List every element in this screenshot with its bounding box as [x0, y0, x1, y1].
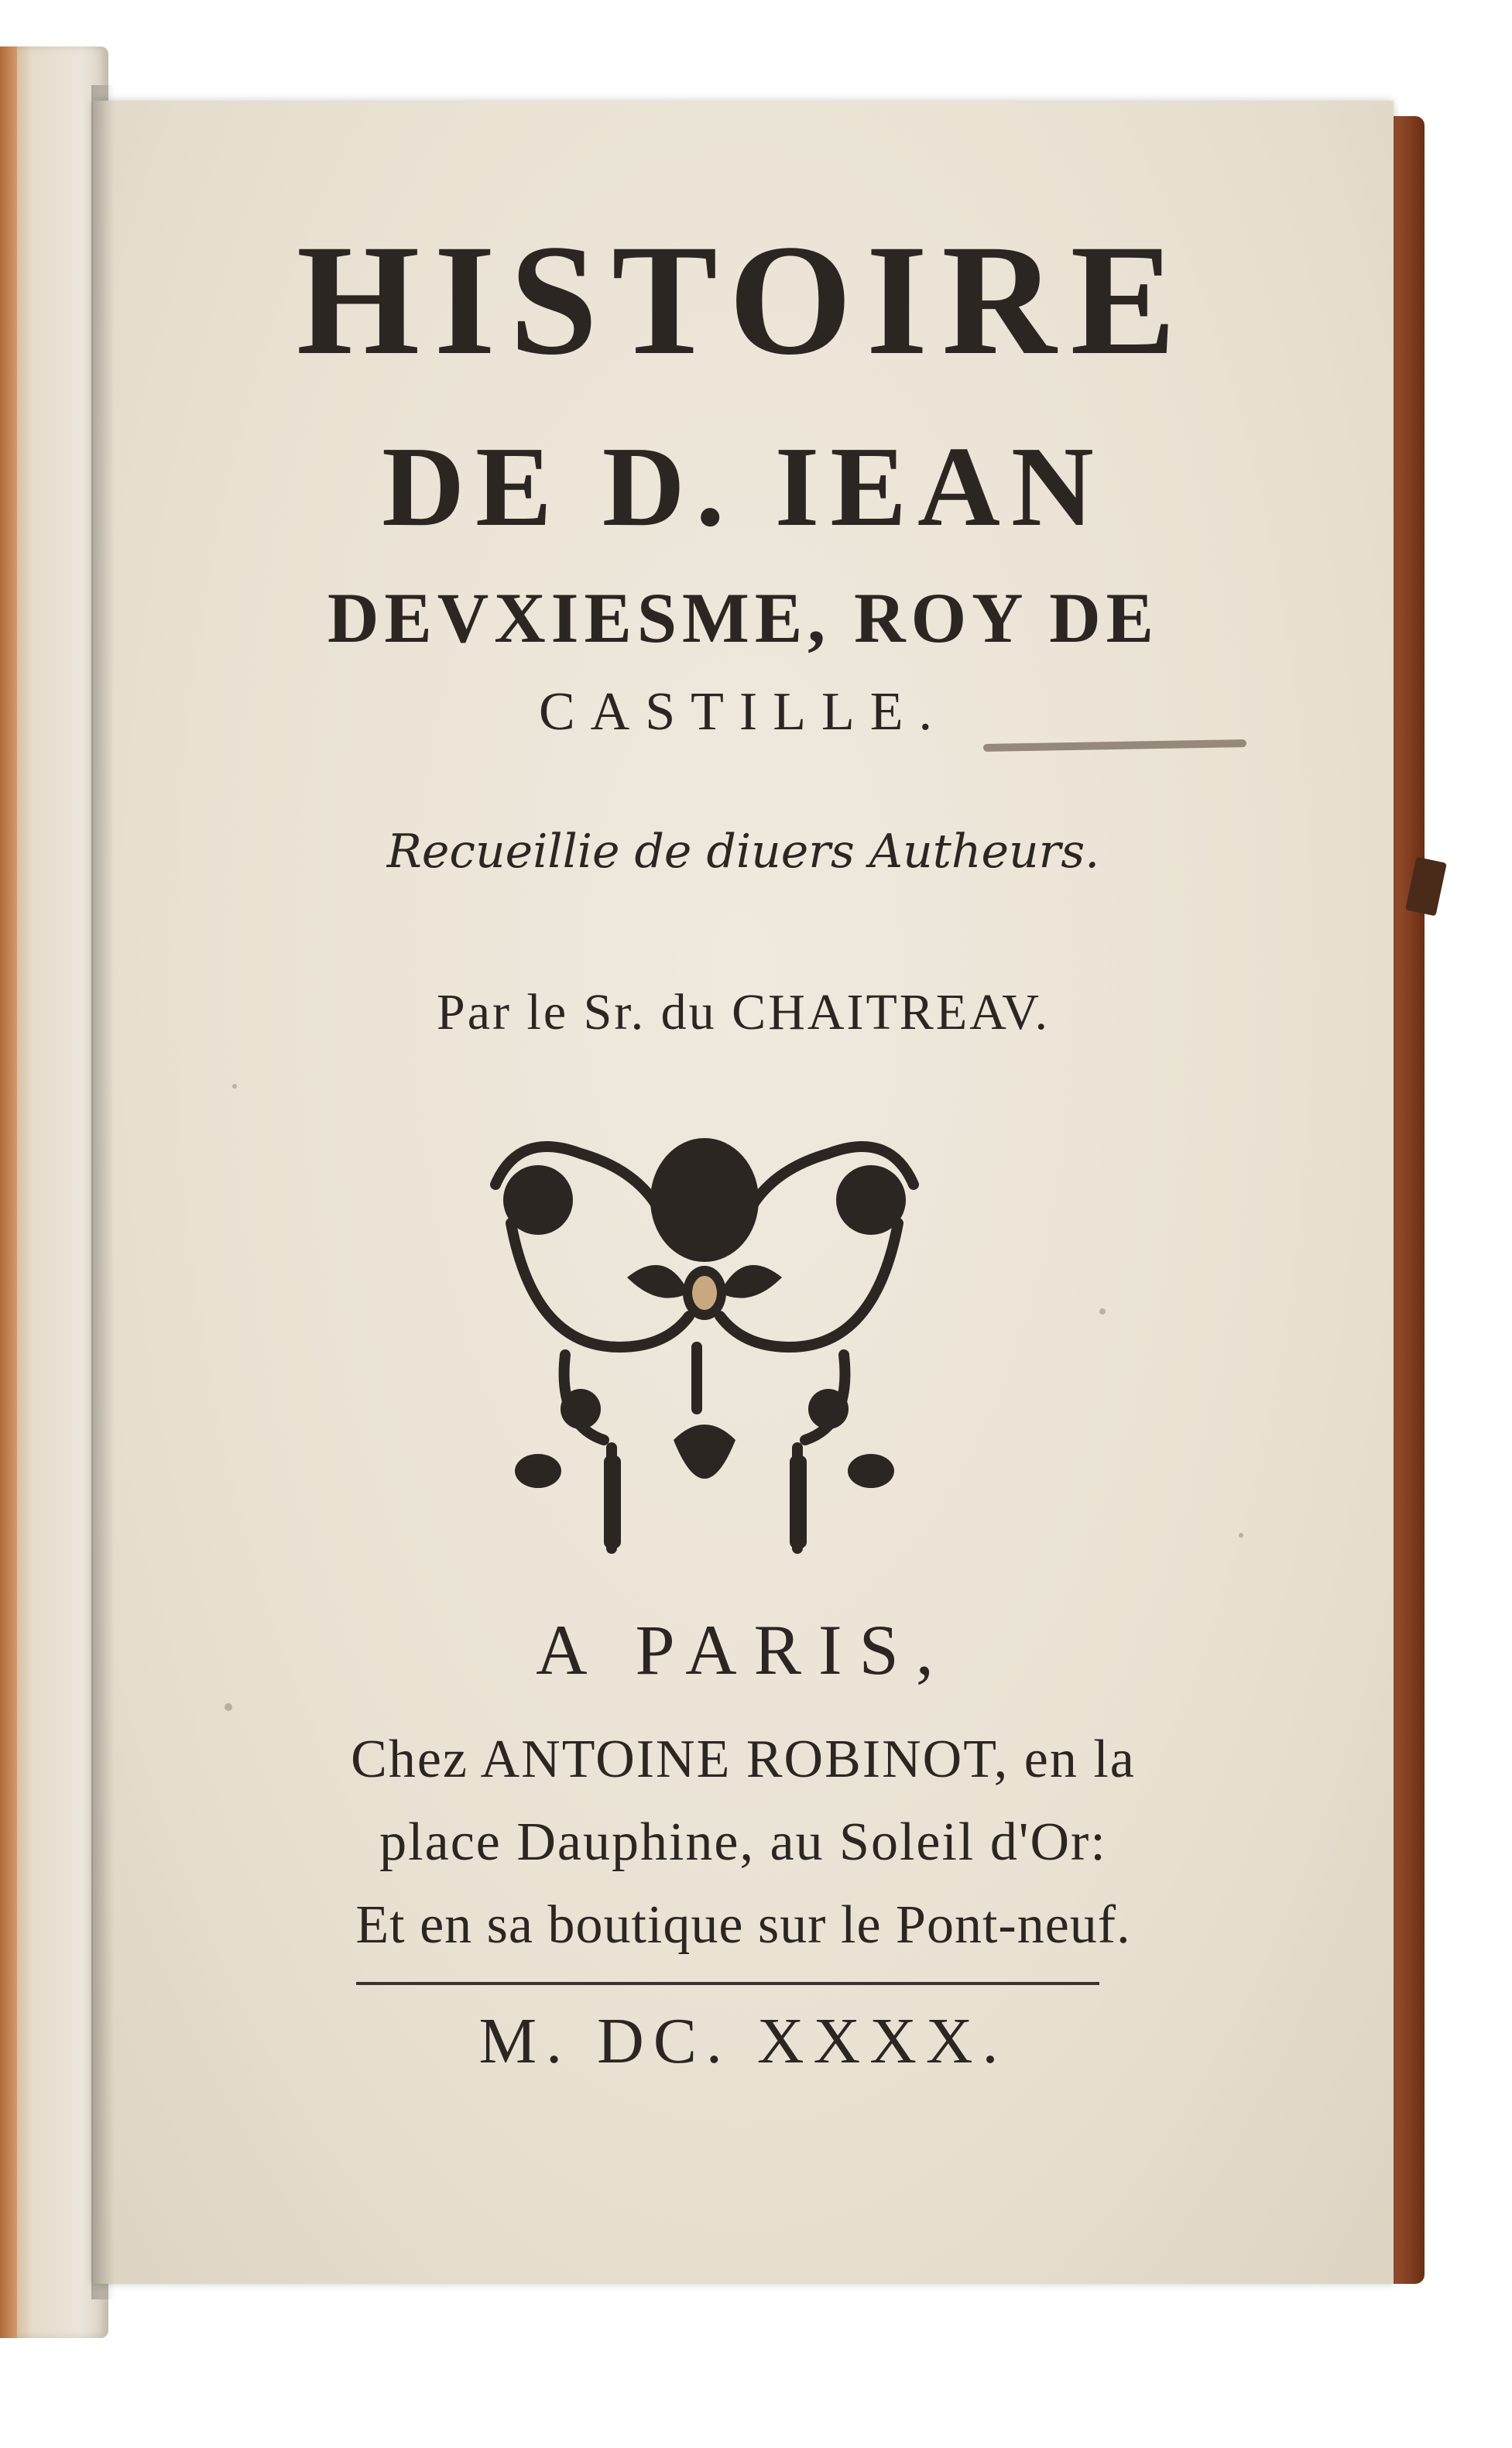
paper-speck	[1239, 1533, 1243, 1538]
title-line-1: HISTOIRE	[296, 212, 1191, 388]
imprint-city: A PARIS,	[536, 1610, 951, 1689]
title-line-3: DEVXIESME, ROY DE	[327, 578, 1160, 657]
left-cover-edge	[0, 46, 17, 2338]
horizontal-rule	[356, 1982, 1099, 1985]
imprint-line-3: Et en sa boutique sur le Pont-neuf.	[355, 1895, 1131, 1955]
imprint-line-2: place Dauphine, au Soleil d'Or:	[379, 1812, 1107, 1872]
title-line-2: DE D. IEAN	[382, 423, 1105, 550]
subtitle: Recueillie de diuers Autheurs.	[386, 825, 1100, 879]
paper-speck	[1099, 1308, 1106, 1315]
paper-speck	[225, 1703, 232, 1711]
woodcut-ornament-icon	[465, 1115, 945, 1564]
spine-shadow	[91, 85, 115, 2299]
imprint-date: M. DC. XXXX.	[478, 2005, 1008, 2077]
paper-speck	[232, 1084, 237, 1089]
imprint-line-1: Chez ANTOINE ROBINOT, en la	[351, 1730, 1136, 1789]
author-line: Par le Sr. du CHAITREAV.	[437, 984, 1050, 1041]
title-line-4: CASTILLE.	[538, 682, 948, 742]
